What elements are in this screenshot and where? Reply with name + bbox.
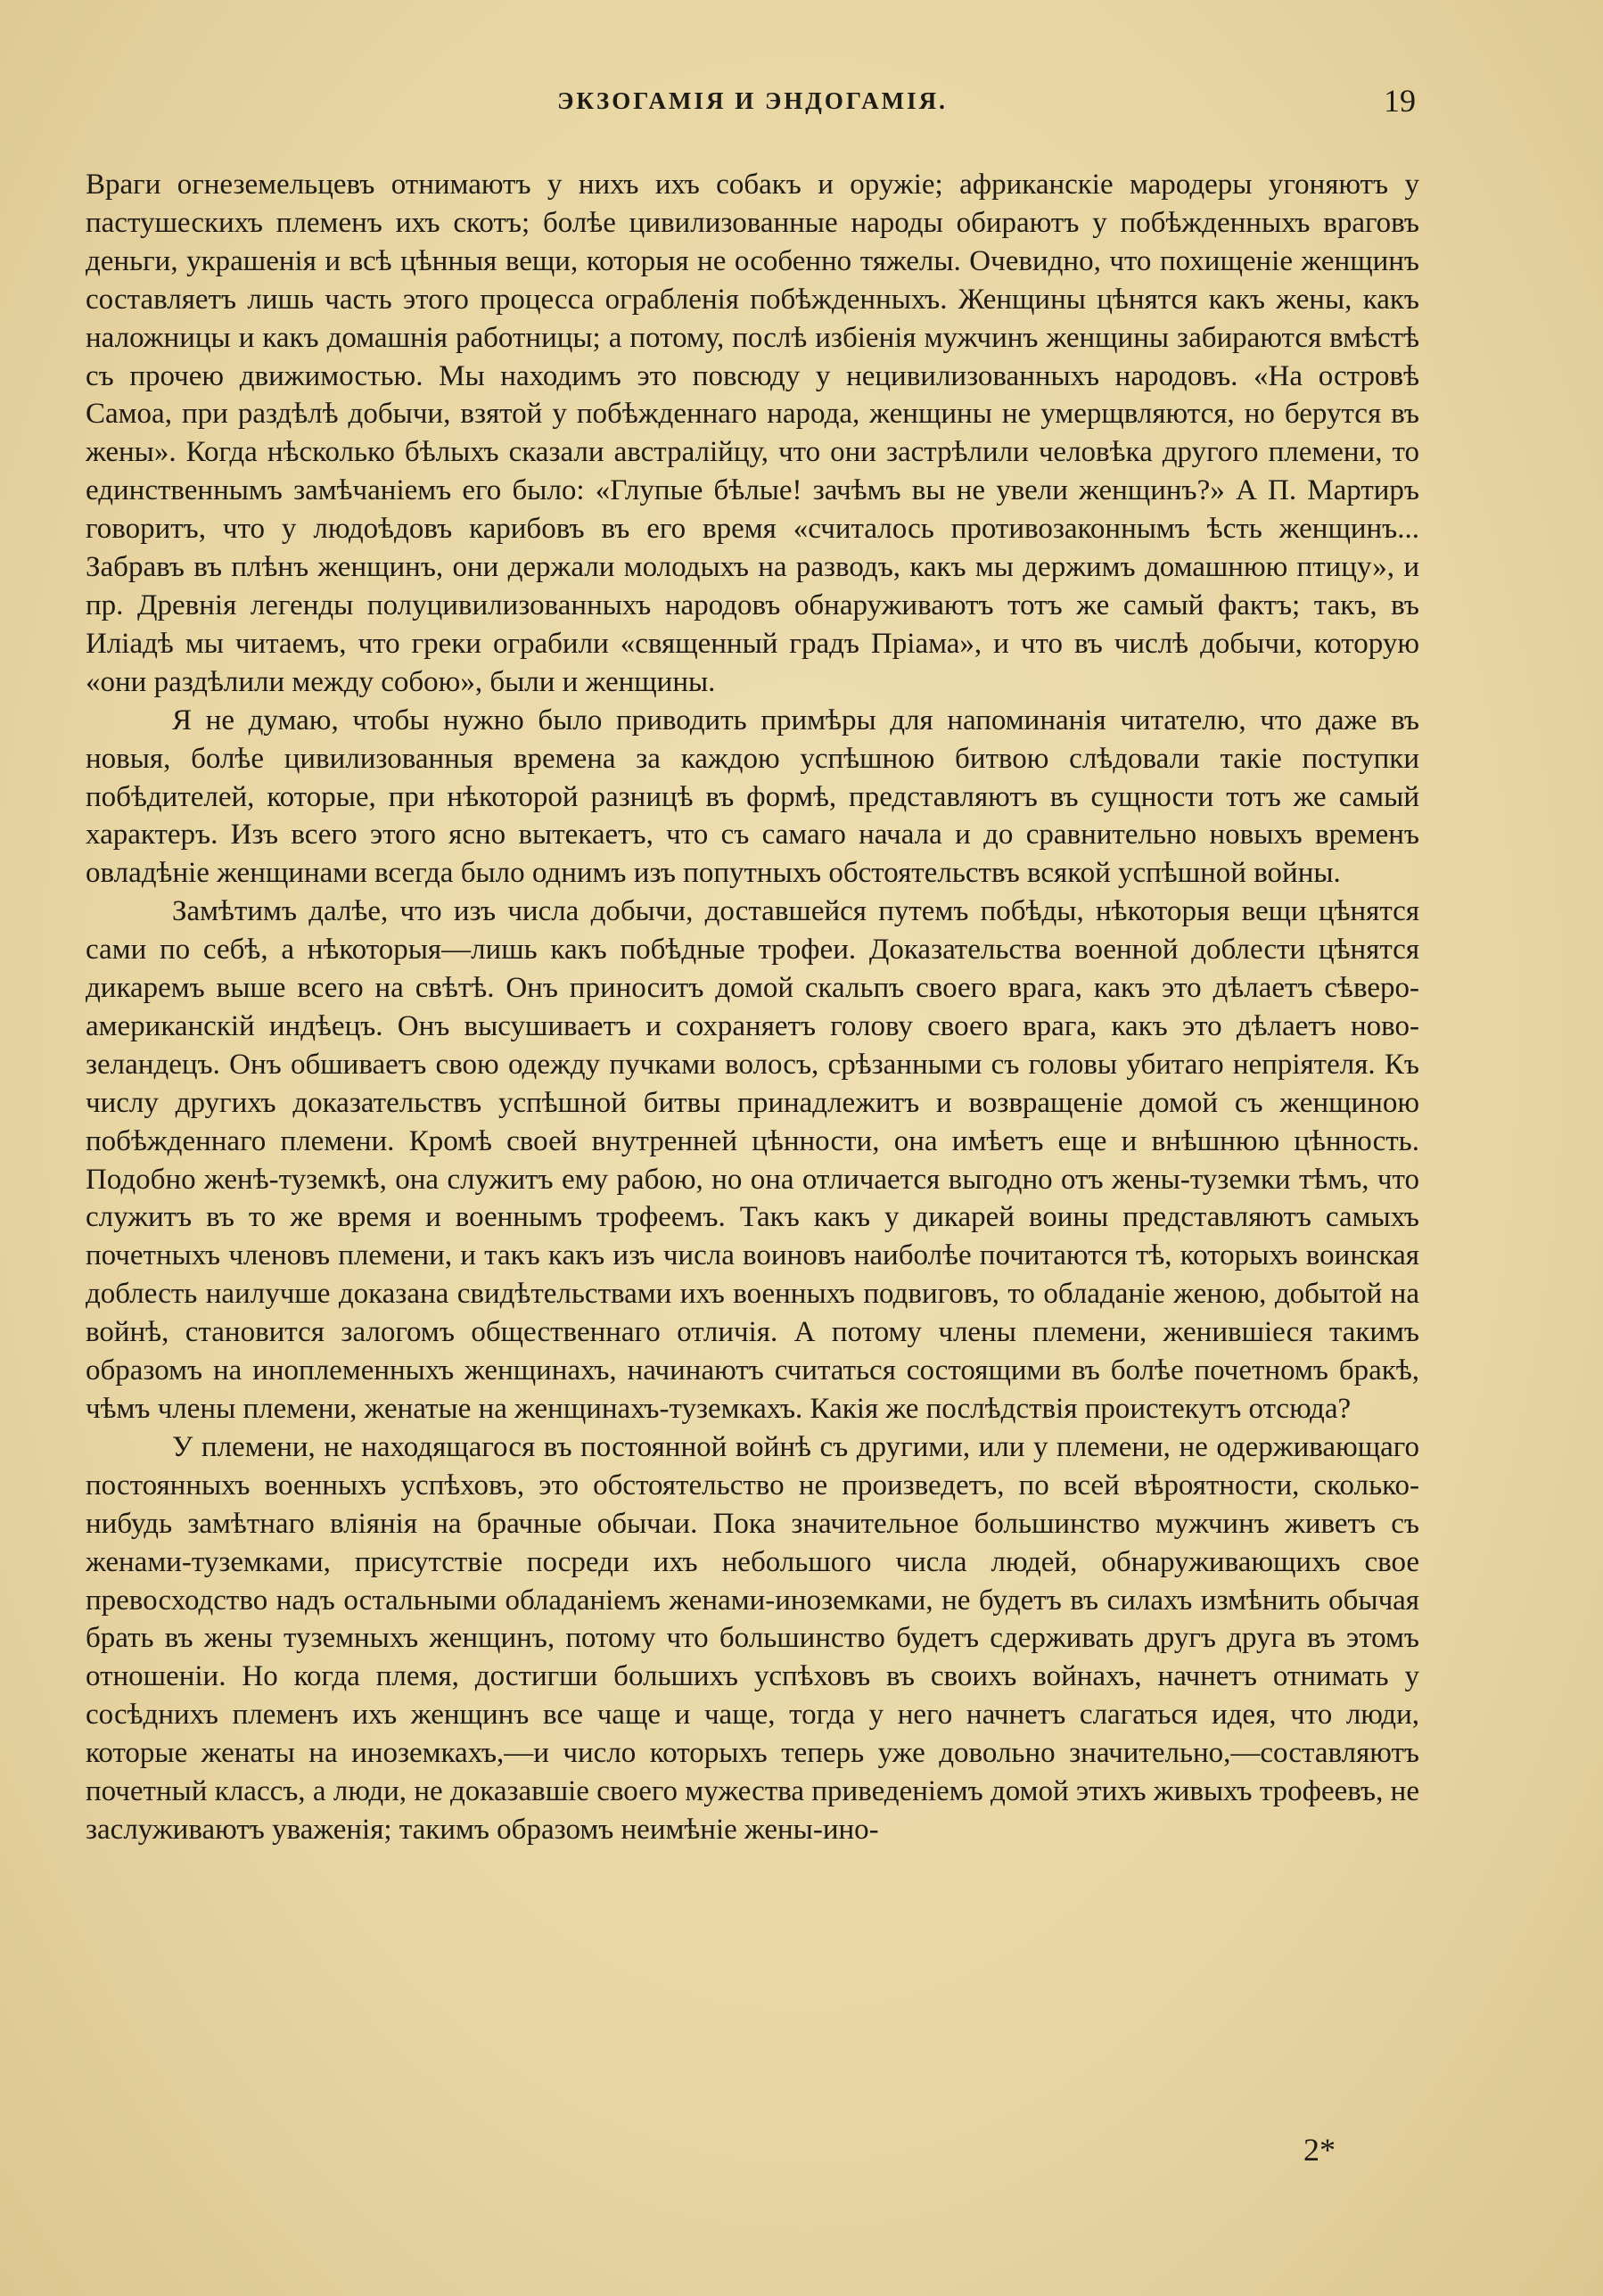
page-number: 19: [1384, 83, 1416, 119]
body-text: [86, 166, 1419, 1849]
paragraph: У племени, не находящагося въ постоянной войнѣ съ другими, или у племени, не одерживающаго постоянныхъ военныхъ успѣховъ, это обстоятельство не произведетъ, по всей вѣроятности, сколько-нибудь замѣтнаго вліянія на брачные обычаи. Пока значительное большинство мужчинъ живетъ съ женами-туземками, присутствіе посреди ихъ небольшого числа людей, обнаруживающихъ свое превосходство надъ остальными обладаніемъ женами-иноземками, не будетъ въ силахъ измѣнить обычая брать въ жены туземныхъ женщинъ, потому что большинство будетъ сдерживать другъ друга въ этомъ отношеніи. Но когда племя, достигши большихъ успѣховъ въ своихъ войнахъ, начнетъ отнимать у сосѣднихъ племенъ ихъ женщинъ все чаще и чаще, тогда у него начнетъ слагаться идея, что люди, которые женаты на иноземкахъ,—и число которыхъ теперь уже довольно значительно,—составляютъ почетный классъ, а люди, не доказавшіе своего мужества приведеніемъ домой этихъ живыхъ трофеевъ, не заслуживаютъ уваженія; такимъ образомъ неимѣніе жены-ино-: [86, 1430, 1419, 1846]
paragraph: Враги огнеземельцевъ отнимаютъ у нихъ ихъ собакъ и оружіе; африканскіе мародеры угоняютъ у пастушескихъ племенъ ихъ скотъ; болѣе цивилизованные народы обираютъ у побѣжденныхъ враговъ деньги, украшенія и всѣ цѣнныя вещи, которыя не особенно тяжелы. Очевидно, что похищеніе женщинъ составляетъ лишь часть этого процесса ограбленія побѣжденныхъ. Женщины цѣнятся какъ жены, какъ наложницы и какъ домашнія работницы; а потому, послѣ избіенія мужчинъ женщины забираются вмѣстѣ съ прочею движимостью. Мы находимъ это повсюду у нецивилизованныхъ народовъ. «На островѣ Самоа, при раздѣлѣ добычи, взятой у побѣжденнаго народа, женщины не умерщвляются, но берутся въ жены». Когда нѣсколько бѣлыхъ сказали австралійцу, что они застрѣлили человѣка другого племени, то единственнымъ замѣчаніемъ его было: «Глупые бѣлые! зачѣмъ вы не увели женщинъ?» А П. Мартиръ говоритъ, что у людоѣдовъ карибовъ въ его время «считалось противозаконнымъ ѣсть женщинъ... Забравъ въ плѣнъ женщинъ, они держали молодыхъ на разводъ, какъ мы держимъ домашнюю птицу», и пр. Древнія легенды полуцивилизованныхъ народовъ обнаруживаютъ тотъ же самый фактъ; такъ, въ Иліадѣ мы читаемъ, что греки ограбили «священный градъ Пріама», и что въ числѣ добычи, которую «они раздѣлили между собою», были и женщины.: [86, 169, 1419, 698]
paragraph: Я не думаю, чтобы нужно было приводить примѣры для напоминанія читателю, что даже въ новыя, болѣе цивилизованныя времена за каждою успѣшною битвою слѣдовали такіе поступки побѣдителей, которые, при нѣкоторой разницѣ въ формѣ, представляютъ въ сущности тотъ же самый характеръ. Изъ всего этого ясно вытекаетъ, что съ самаго начала и до сравнительно новыхъ временъ овладѣніе женщинами всегда было однимъ изъ попутныхъ обстоятельствъ всякой успѣшной войны.: [86, 704, 1419, 890]
signature-mark: 2*: [1303, 2132, 1336, 2168]
paragraph: Замѣтимъ далѣе, что изъ числа добычи, доставшейся путемъ побѣды, нѣкоторыя вещи цѣнятся сами по себѣ, а нѣкоторыя—лишь какъ побѣдные трофеи. Доказательства военной доблести цѣнятся дикаремъ выше всего на свѣтѣ. Онъ приноситъ домой скальпъ своего врага, какъ это дѣлаетъ сѣверо-американскій индѣецъ. Онъ высушиваетъ и сохраняетъ голову своего врага, какъ это дѣлаетъ ново-зеландецъ. Онъ обшиваетъ свою одежду пучками волосъ, срѣзанными съ головы убитаго непріятеля. Къ числу другихъ доказательствъ успѣшной битвы принадлежитъ и возвращеніе домой съ женщиною побѣжденнаго племени. Кромѣ своей внутренней цѣнности, она имѣетъ еще и внѣшнюю цѣнность. Подобно женѣ-туземкѣ, она служитъ ему рабою, но она отличается выгодно отъ жены-туземки тѣмъ, что служитъ въ то же время и военнымъ трофеемъ. Такъ какъ у дикарей воины представляютъ самыхъ почетныхъ членовъ племени, и такъ какъ изъ числа воиновъ наиболѣе почитаются тѣ, которыхъ воинская доблесть наилучше доказана свидѣтельствами ихъ военныхъ подвиговъ, то обладаніе женою, добытой на войнѣ, становится залогомъ общественнаго отличія. А потому члены племени, женившіеся такимъ образомъ на иноплеменныхъ женщинахъ, начинаютъ считаться состоящими въ болѣе почетномъ бракѣ, чѣмъ члены племени, женатые на женщинахъ-туземкахъ. Какія же послѣдствія проистекутъ отсюда?: [86, 895, 1419, 1425]
page-header: [86, 83, 1419, 127]
running-title: ЭКЗОГАМІЯ И ЭНДОГАМІЯ.: [557, 87, 948, 114]
